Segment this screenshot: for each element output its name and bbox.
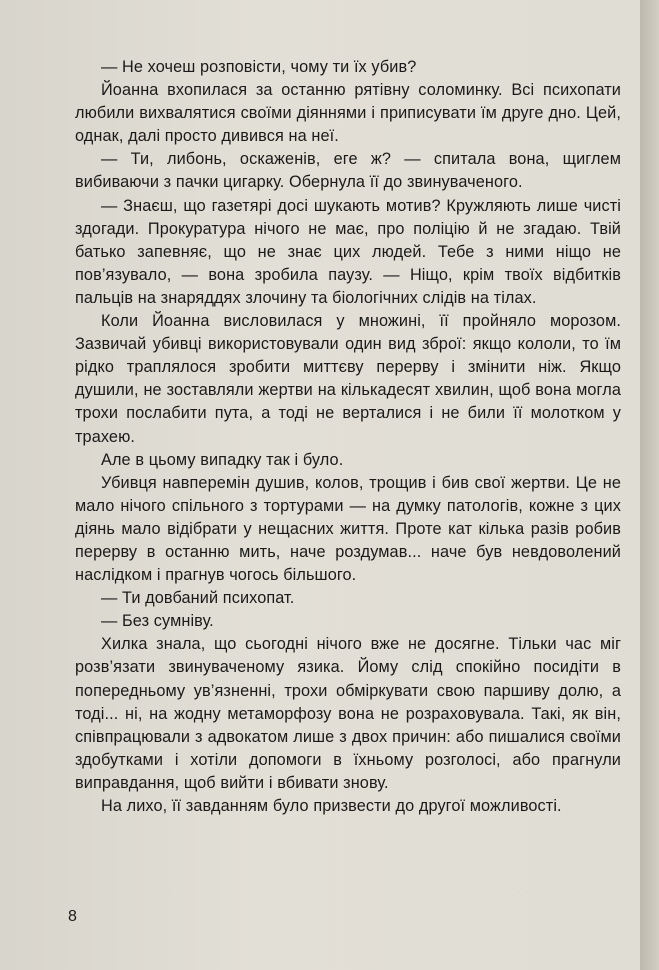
page-text: [75, 56, 621, 818]
paragraph-3: — Ти, либонь, оскаженів, еге ж? — спитала вона, щиглем вибиваючи з пачки цигарку. Обернула її до звинуваченого.: [75, 150, 621, 192]
paragraph-9: — Без сумніву.: [101, 612, 214, 631]
paragraph-1: — Не хочеш розповісти, чому ти їх убив?: [101, 58, 417, 76]
page-number: 8: [68, 908, 77, 925]
paragraph-5: Коли Йоанна висловилася у множині, її пройняло морозом. Зазвичай убивці використовували один вид зброї: якщо кололи, то їм рідко траплялося зробити миттєву перерву і змінити ніж. Якщо душили, не зоставляли жертви на кількадесят хвилин, щоб вона могла трохи послабити пута, а тоді не верталися і не били її молотком у трахею.: [75, 312, 621, 446]
paragraph-11: На лихо, її завданням було призвести до другої можливості.: [101, 797, 562, 815]
paragraph-7: Убивця навперемін душив, колов, трощив і бив свої жертви. Це не мало нічого спільного з тортурами — на думку патологів, кожне з цих діянь мало відібрати у нещасних життя. Проте кат кілька разів робив перерву в останню мить, наче роздумав... наче був невдоволений наслідком і прагнув чогось більшого.: [75, 473, 621, 585]
paragraph-8: — Ти довбаний психопат.: [101, 589, 295, 608]
paragraph-2: Йоанна вхопилася за останню рятівну соломинку. Всі психопати любили вихвалятися своїми діяннями і приписувати їм друге дно. Цей, однак, далі просто дивився на неї.: [75, 81, 621, 146]
paragraph-10: Хилка знала, що сьогодні нічого вже не досягне. Тільки час міг розв’язати звинуваченому язика. Йому слід спокійно посидіти в попередньому ув’язненні, трохи обміркувати свою паршиву долю, а тоді... ні, на жодну метаморфозу вона не розраховувала. Такі, як він, співпрацювали з адвокатом лише з двох причин: або пишалися своїми здобутками і хотіли допомоги в їхньому розголосі, або прагнули виправдання, щоб вийти і вбивати знову.: [75, 635, 621, 792]
paragraph-4: — Знаєш, що газетярі досі шукають мотив? Кружляють лише чисті здогади. Прокуратура нічого не має, про поліцію й не згадаю. Твій батько запевняє, що не знає цих людей. Тебе з ними ніщо не пов’язувало, — вона зробила паузу. — Ніщо, крім твоїх відбитків пальців на знаряддях злочину та біологічних слідів на тілах.: [75, 196, 621, 307]
page-edge: [640, 0, 659, 970]
paragraph-6: Але в цьому випадку так і було.: [101, 450, 344, 469]
